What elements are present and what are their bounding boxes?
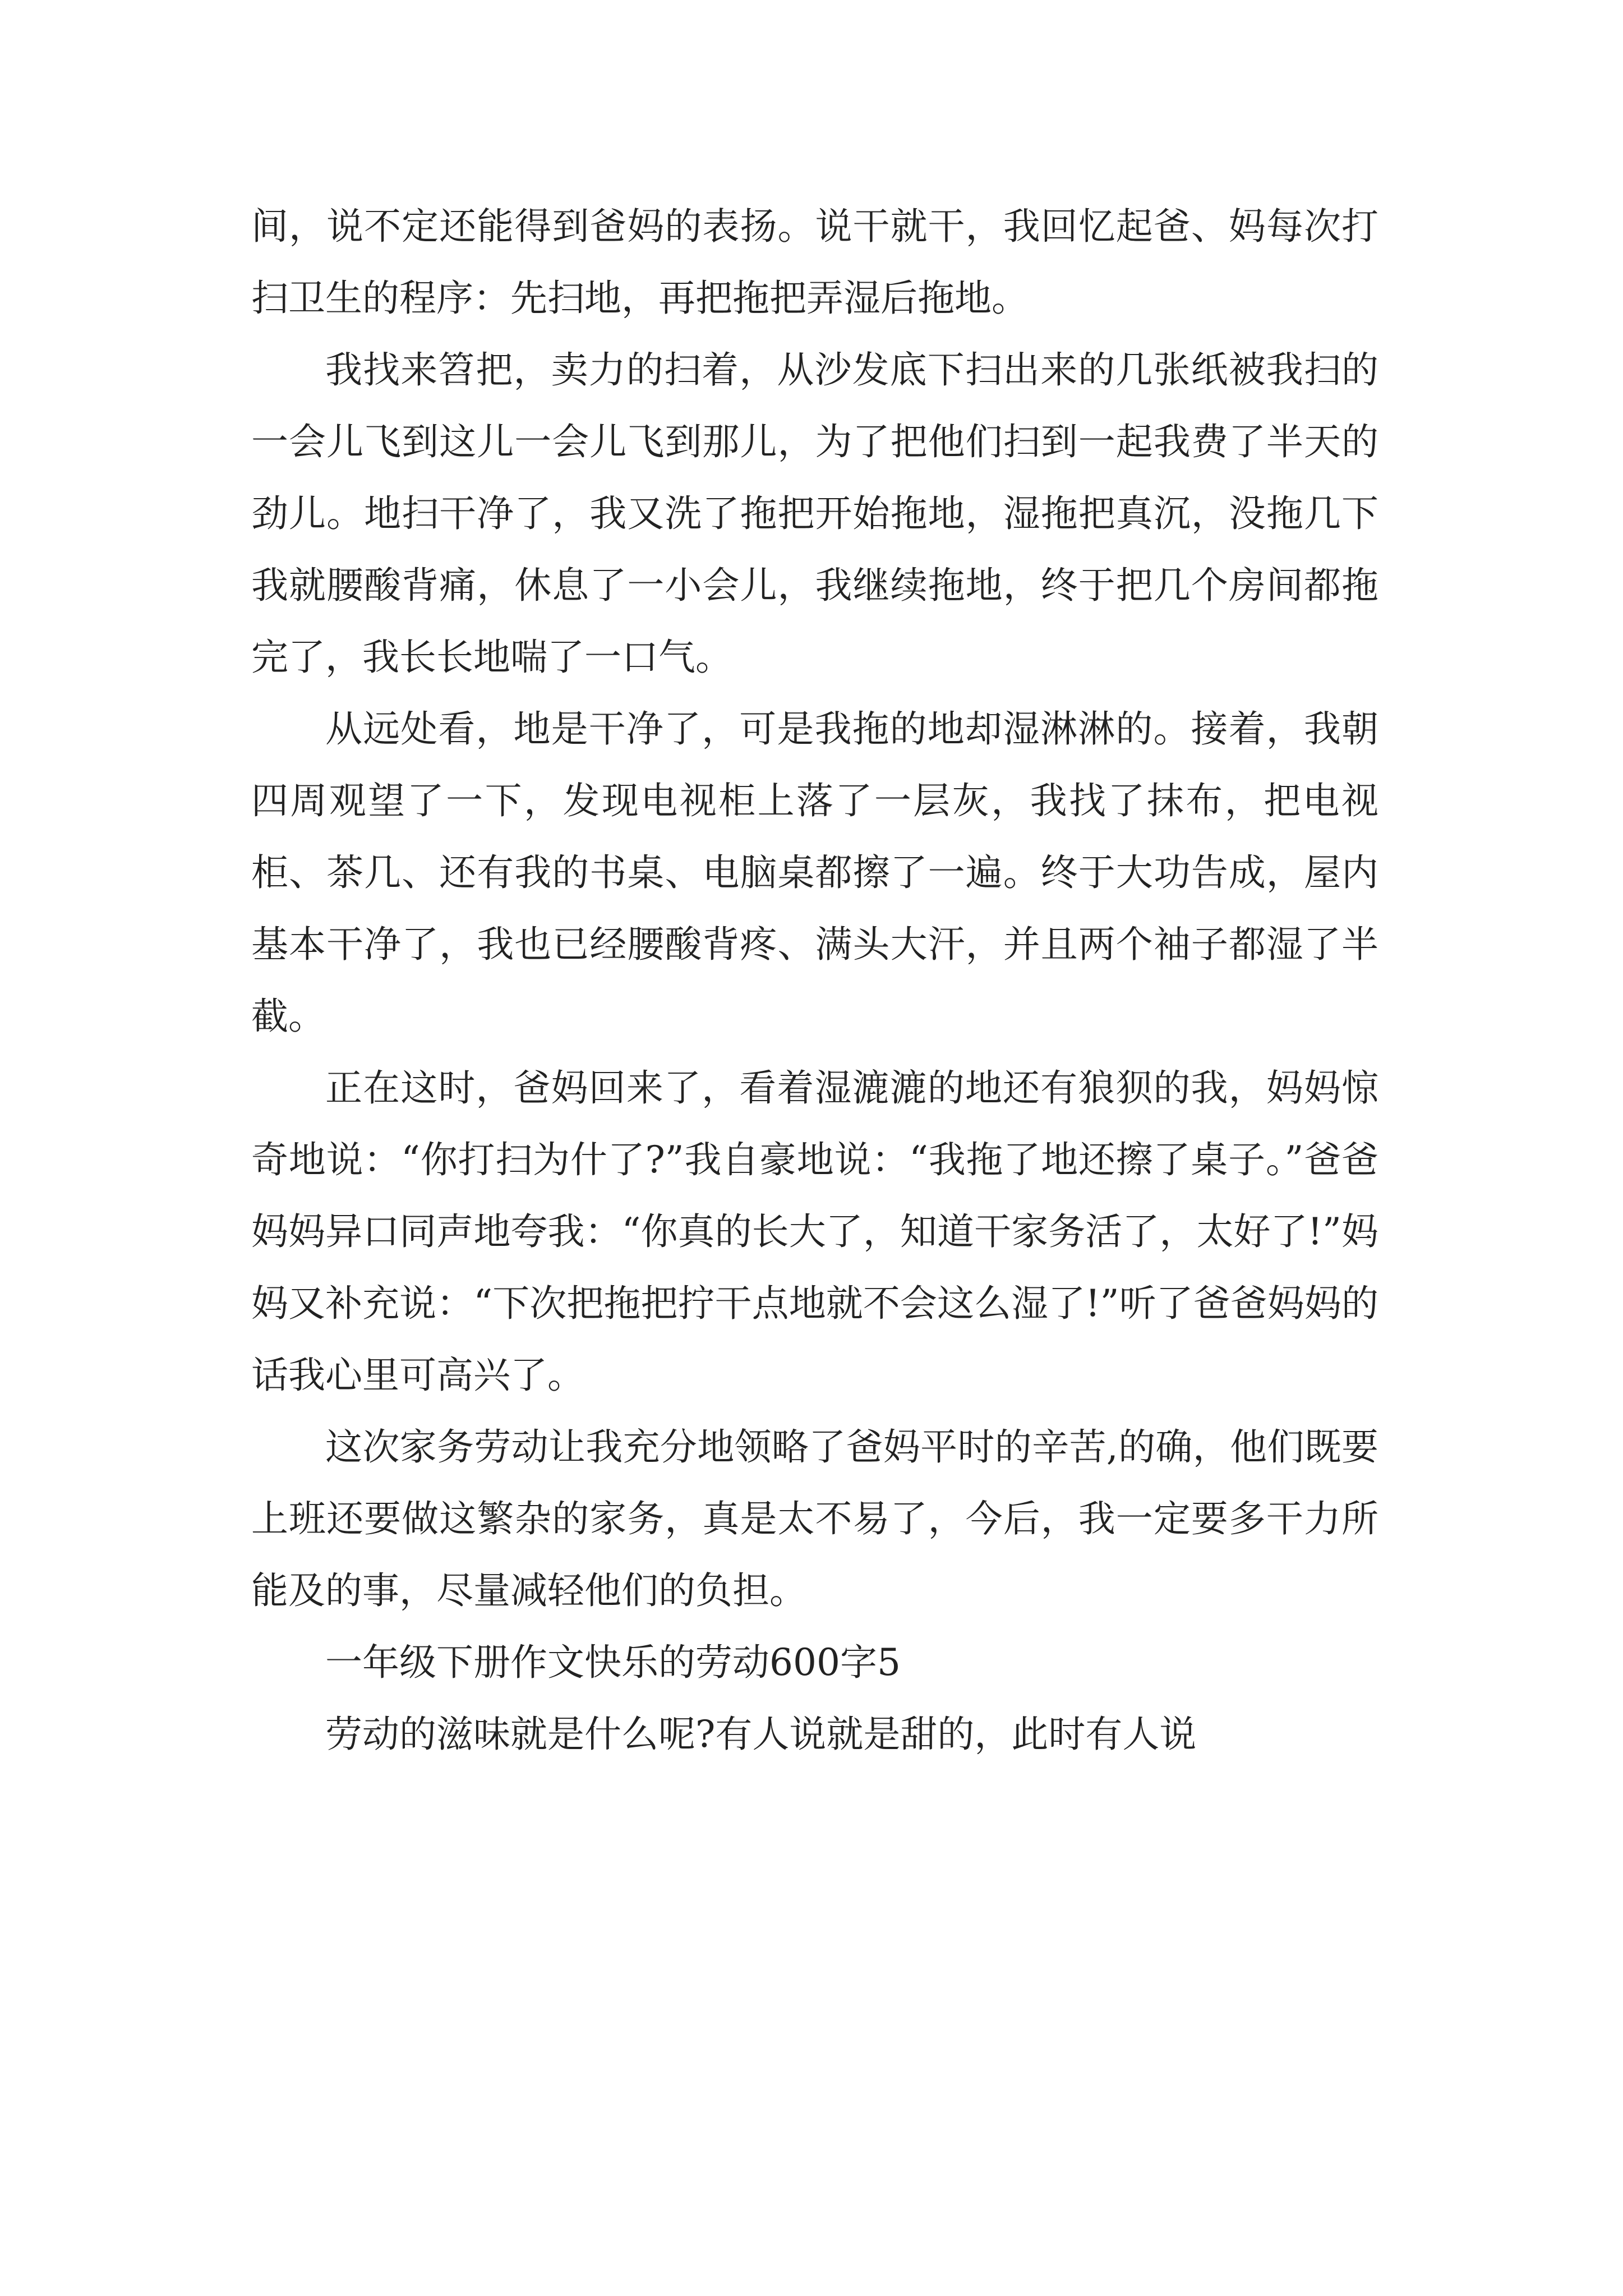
essay-title: 一年级下册作文快乐的劳动600字5 [325, 1641, 901, 1684]
paragraph-reflection: 这次家务劳动让我充分地领略了爸妈平时的辛苦,的确，他们既要上班还要做这繁杂的家务，真是太不易了，今后，我一定要多干力所能及的事，尽量减轻他们的负担。 [251, 1425, 1378, 1612]
paragraph-next-essay-opening: 劳动的滋味就是什么呢?有人说就是甜的，此时有人说 [325, 1713, 1197, 1756]
paragraph-parents-return: 正在这时，爸妈回来了，看着湿漉漉的地还有狼狈的我，妈妈惊奇地说：“你打扫为什了?”我自豪地说：“我拖了地还擦了桌子。”爸爸妈妈异口同声地夸我：“你真的长大了，知道干家务活了，太好了!”妈妈又补充说：“下次把拖把拧干点地就不会这么湿了!”听了爸爸妈妈的话我心里可高兴了。 [251, 1066, 1378, 1397]
paragraph-sweeping: 我找来笤把，卖力的扫着，从沙发底下扫出来的几张纸被我扫的一会儿飞到这儿一会儿飞到那儿，为了把他们扫到一起我费了半天的劲儿。地扫干净了，我又洗了拖把开始拖地，湿拖把真沉，没拖几下我就腰酸背痛，休息了一小会儿，我继续拖地，终于把几个房间都拖完了，我长长地喘了一口气。 [251, 348, 1378, 679]
document-body [251, 191, 1378, 1770]
paragraph-wiping: 从远处看，地是干净了，可是我拖的地却湿淋淋的。接着，我朝四周观望了一下，发现电视柜上落了一层灰，我找了抹布，把电视柜、茶几、还有我的书桌、电脑桌都擦了一遍。终于大功告成，屋内基本干净了，我也已经腰酸背疼、满头大汗，并且两个袖子都湿了半截。 [251, 707, 1378, 1038]
paragraph-continuation: 间，说不定还能得到爸妈的表扬。说干就干，我回忆起爸、妈每次打扫卫生的程序：先扫地，再把拖把弄湿后拖地。 [251, 205, 1378, 320]
